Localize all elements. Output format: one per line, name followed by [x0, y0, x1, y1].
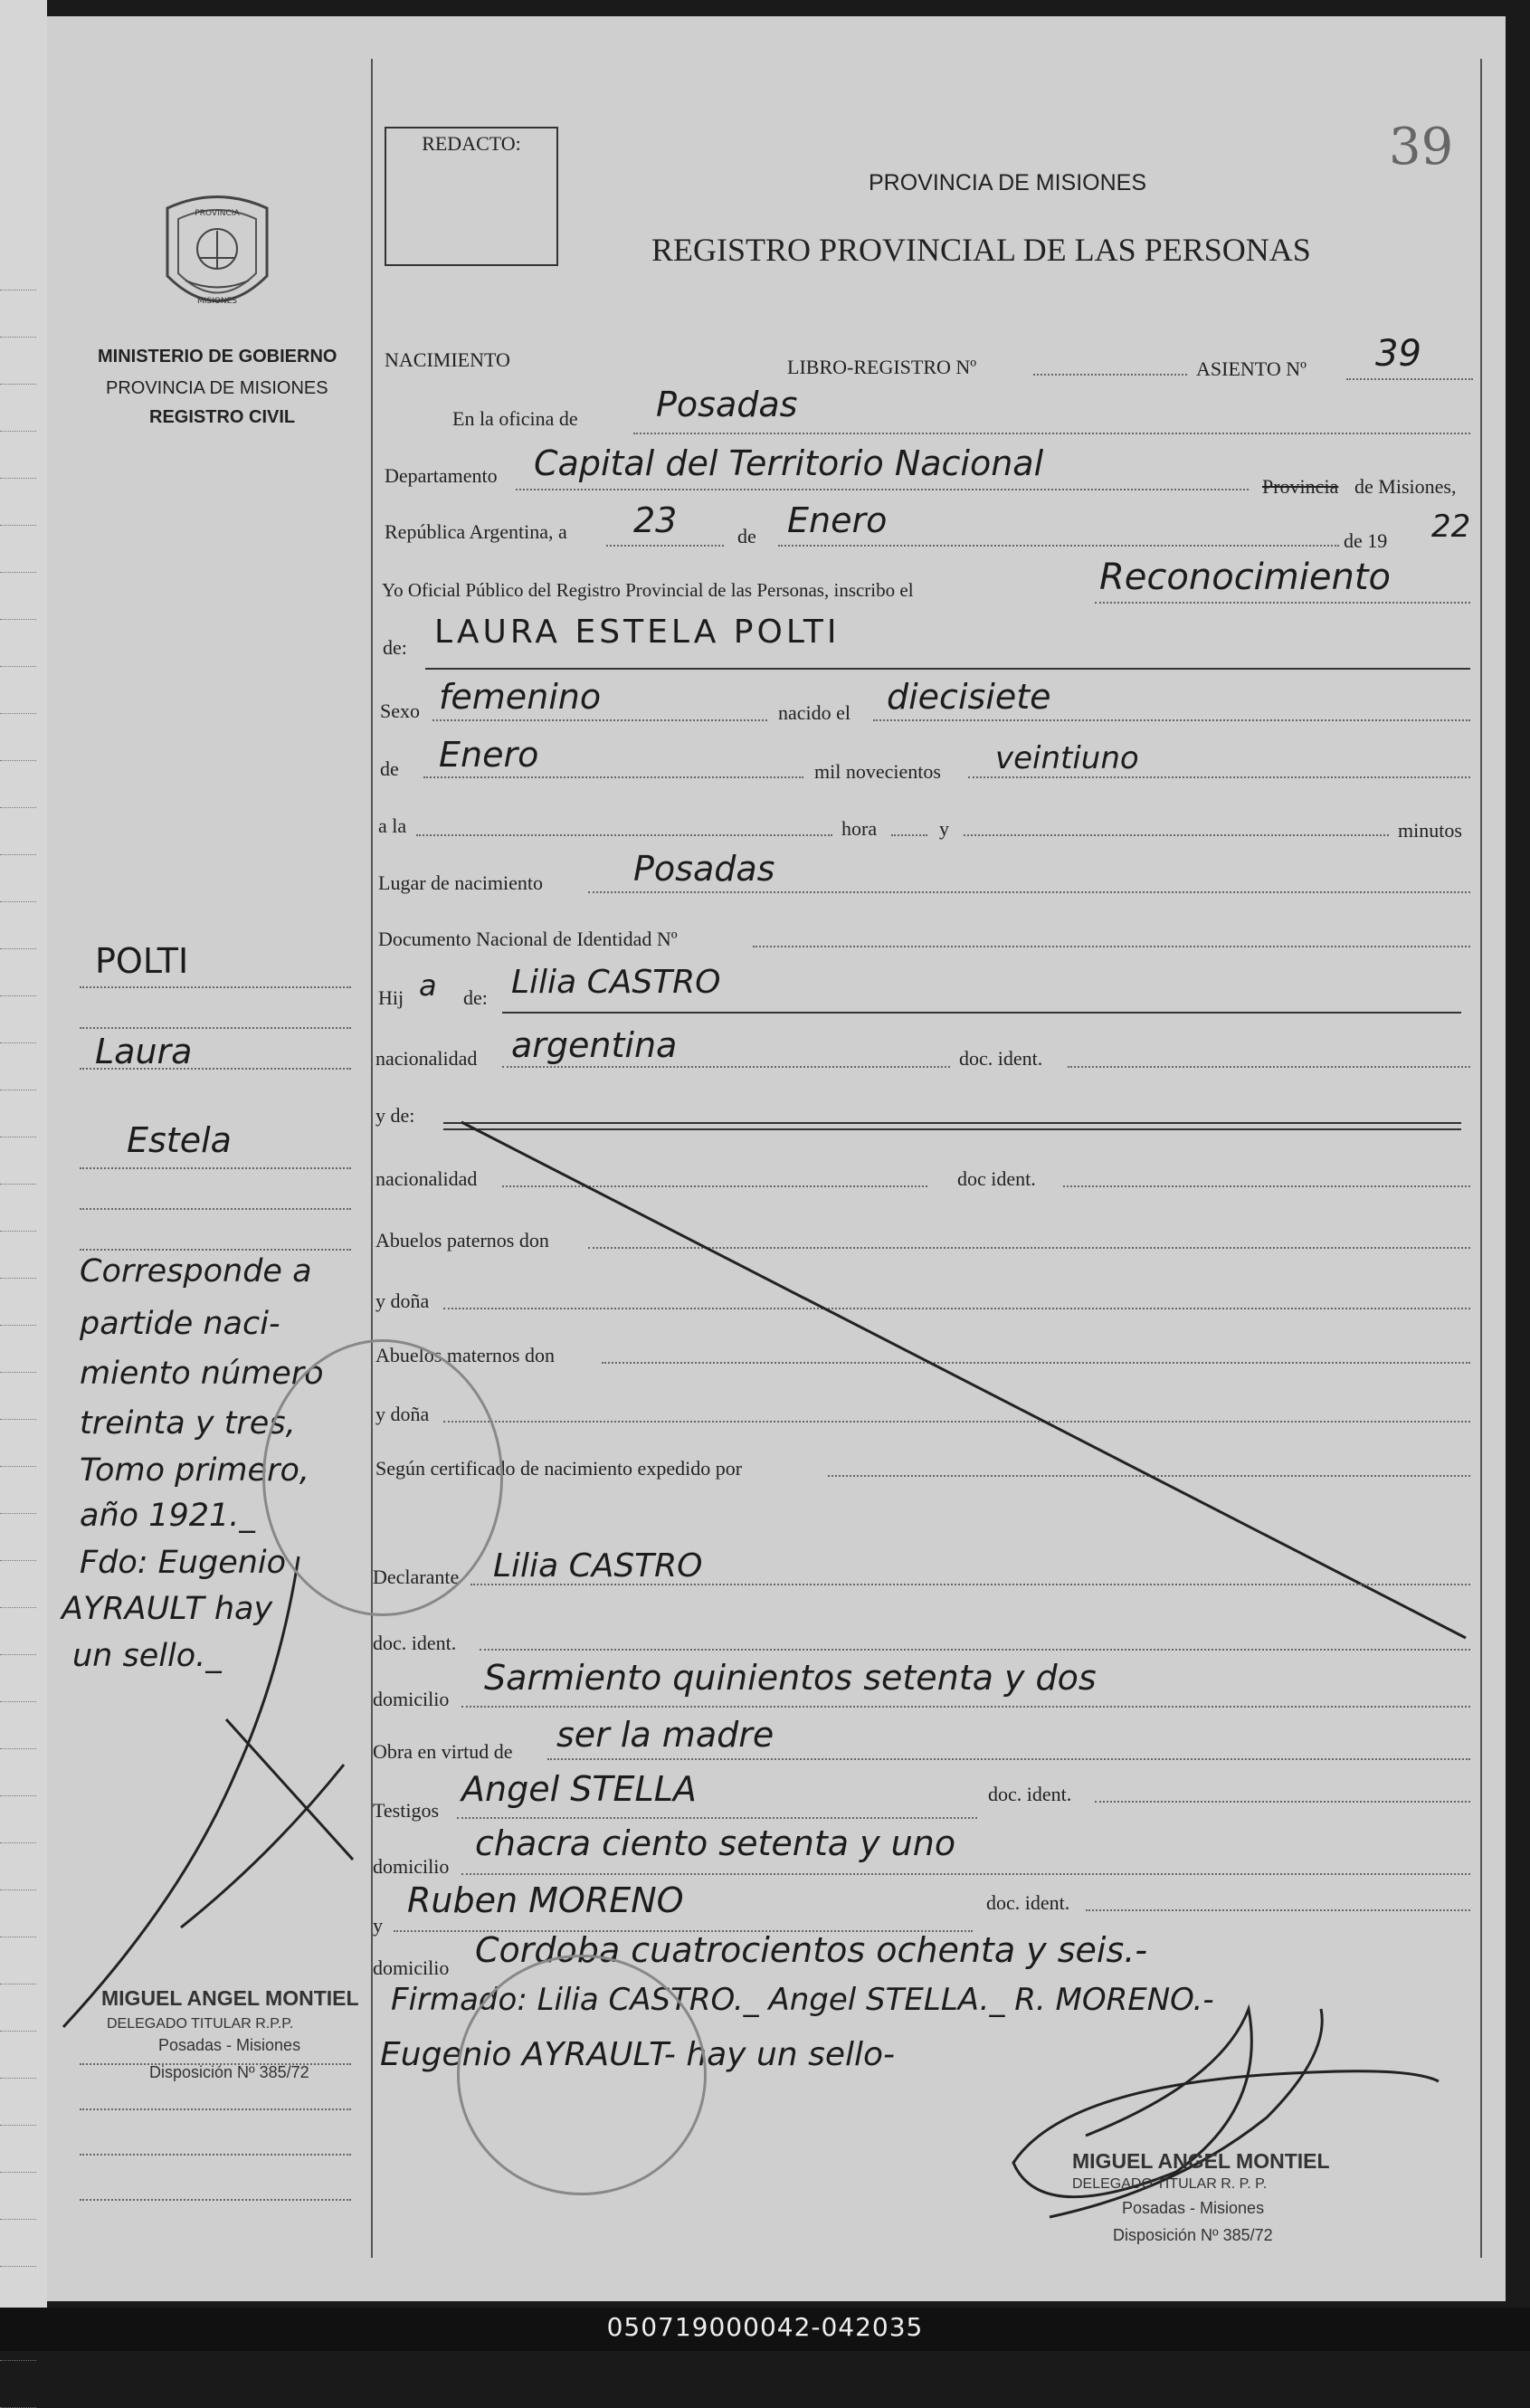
a-la-label: a la [378, 814, 407, 837]
firmado-line: Firmado: Lilia CASTRO._ Angel STELLA._ R. MORENO.- [391, 1982, 1214, 2018]
nacionalidad2-label: nacionalidad [375, 1167, 478, 1190]
provincia-struck: Provincia [1262, 475, 1339, 498]
domicilio-label: domicilio [373, 1688, 450, 1710]
province-heading: PROVINCIA DE MISIONES [869, 170, 1147, 195]
registry-title: REGISTRO PROVINCIAL DE LAS PERSONAS [651, 232, 1311, 268]
emblem-text-bottom: MISIONES [196, 297, 238, 306]
doc-ident3-label: doc. ident. [373, 1632, 457, 1654]
obra-line [547, 1758, 1470, 1760]
emblem-text-top: PROVINCIA [195, 209, 240, 218]
stamp-right-place: Posadas - Misiones [1122, 2199, 1265, 2217]
margin-nota-4: treinta y tres, [80, 1405, 296, 1442]
departamento-label: Departamento [385, 464, 498, 487]
segun-label: Según certificado de nacimiento expedido por [375, 1457, 743, 1480]
y-dona2-label: y doña [375, 1403, 430, 1425]
y-dona-label: y doña [375, 1290, 430, 1312]
margin-line [80, 2108, 351, 2110]
doc-ident-label: doc. ident. [959, 1047, 1043, 1070]
anio-nac-value: veintiuno [995, 740, 1139, 776]
abuelos-paternos-label: Abuelos paternos don [375, 1229, 549, 1252]
margin-nota-3: miento número [80, 1356, 324, 1392]
nacido-label: nacido el [778, 701, 851, 724]
ministry-line2: PROVINCIA DE MISIONES [106, 378, 328, 398]
de-19-label: de 19 [1344, 529, 1388, 552]
sexo-label: Sexo [380, 700, 420, 722]
inscribo-value: Reconocimiento [1099, 557, 1391, 598]
stamp-left-disp: Disposición Nº 385/72 [149, 2063, 309, 2081]
ministry-line1: MINISTERIO DE GOBIERNO [98, 347, 337, 366]
nacionalidad-value: argentina [511, 1025, 678, 1065]
hora-label: hora [841, 817, 878, 840]
margin-line [80, 1249, 351, 1251]
testigo2-value: Ruben MORENO [407, 1880, 684, 1920]
declarante-value: Lilia CASTRO [493, 1547, 703, 1585]
libro-registro-label: LIBRO-REGISTRO Nº [787, 356, 977, 378]
doc-ident4-label: doc. ident. [988, 1783, 1072, 1805]
domicilio2-line [461, 1873, 1470, 1875]
margin-line [80, 1027, 351, 1029]
eugenio-line: Eugenio AYRAULT- hay un sello- [380, 2036, 895, 2073]
lugar-value: Posadas [633, 849, 775, 889]
stamp-right-name: MIGUEL ANGEL MONTIEL [1072, 2149, 1330, 2173]
nacido-value: diecisiete [887, 677, 1051, 717]
nombre-value: LAURA ESTELA POLTI [434, 614, 841, 651]
round-seal-bottom [457, 1955, 707, 2195]
domicilio2-value: chacra ciento setenta y uno [475, 1823, 956, 1863]
margin-nota-9: un sello._ [72, 1638, 222, 1674]
anio-value: 22 [1431, 509, 1471, 545]
de-nombre-label: de: [383, 636, 407, 659]
abuelos-maternos-label: Abuelos maternos don [375, 1344, 555, 1366]
doc-ident5-line [1086, 1909, 1470, 1911]
asiento-label: ASIENTO Nº [1196, 357, 1307, 380]
y-de-label: y de: [375, 1104, 415, 1127]
margin-nota-6: año 1921._ [80, 1498, 255, 1534]
de2-label: de [380, 757, 399, 780]
mes-nac-value: Enero [439, 735, 539, 775]
margin-nota-1: Corresponde a [80, 1253, 312, 1290]
y-label: y [939, 817, 949, 840]
madre-value: Lilia CASTRO [511, 964, 721, 1001]
domicilio3-label: domicilio [373, 1956, 450, 1979]
documento-label: Documento Nacional de Identidad Nº [378, 928, 678, 950]
stamp-right-disp: Disposición Nº 385/72 [1113, 2226, 1273, 2244]
republica-label: República Argentina, a [385, 520, 567, 543]
page-number: 39 [1389, 118, 1454, 176]
margin-line [80, 2154, 351, 2156]
nacimiento-label: NACIMIENTO [385, 348, 510, 371]
domicilio-line [461, 1706, 1470, 1708]
margin-apellido: POLTI [95, 941, 189, 981]
declarante-label: Declarante [373, 1566, 460, 1588]
asiento-value: 39 [1375, 333, 1421, 375]
margin-nota-7: Fdo: Eugenio [80, 1545, 287, 1581]
stamp-right-title: DELEGADO TITULAR R. P. P. [1072, 2176, 1268, 2192]
nacionalidad-label: nacionalidad [375, 1047, 478, 1070]
margin-nota-2: partide naci- [80, 1306, 280, 1342]
testigos-label: Testigos [373, 1799, 440, 1822]
doc-ident4-line [1095, 1801, 1470, 1803]
minutos-label: minutos [1398, 819, 1462, 842]
hija-suffix: a [419, 968, 437, 1003]
margin-line [80, 1208, 351, 1210]
mil-novecientos-label: mil novecientos [814, 760, 941, 783]
dia-value: 23 [633, 500, 678, 540]
domicilio2-label: domicilio [373, 1855, 450, 1878]
hija-label: Hij [378, 986, 404, 1009]
oficial-text: Yo Oficial Público del Registro Provincial de las Personas, inscribo el [382, 579, 914, 601]
footer-code: 050719000042-042035 [606, 2312, 924, 2342]
domicilio3-value: Cordoba cuatrocientos ochenta y seis.- [475, 1930, 1148, 1970]
margin-nombre2: Estela [127, 1120, 232, 1160]
oficina-value: Posadas [656, 385, 798, 424]
departamento-value: Capital del Territorio Nacional [534, 443, 1044, 483]
redacto-label: REDACTO: [422, 132, 521, 155]
margin-nombre1: Laura [95, 1032, 193, 1071]
sexo-value: femenino [439, 677, 602, 717]
domicilio-value: Sarmiento quinientos setenta y dos [484, 1658, 1097, 1698]
testigo1-value: Angel STELLA [461, 1769, 697, 1809]
doc-ident5-label: doc. ident. [986, 1891, 1070, 1914]
mes-value: Enero [787, 500, 888, 540]
round-seal-left [262, 1339, 503, 1616]
margin-nota-5: Tomo primero, [80, 1452, 309, 1489]
y2-label: y [373, 1914, 383, 1937]
obra-label: Obra en virtud de [373, 1740, 513, 1763]
stamp-left-title: DELEGADO TITULAR R.P.P. [107, 2016, 294, 2032]
stamp-left-name: MIGUEL ANGEL MONTIEL [101, 1986, 359, 2010]
doc-ident3-line [480, 1649, 1470, 1651]
lugar-label: Lugar de nacimiento [378, 871, 544, 894]
de-misiones: de Misiones, [1354, 475, 1457, 498]
margin-nota-8: AYRAULT hay [62, 1591, 273, 1627]
hija-de-label: de: [463, 986, 488, 1009]
de-label: de [737, 525, 756, 547]
margin-line [80, 1167, 351, 1169]
adjacent-page-line [0, 2360, 36, 2361]
stamp-left-place: Posadas - Misiones [158, 2036, 301, 2054]
obra-value: ser la madre [556, 1715, 775, 1755]
testigo1-line [457, 1817, 977, 1819]
margin-line [80, 2199, 351, 2201]
ministry-line3: REGISTRO CIVIL [149, 407, 296, 427]
doc-ident2-label: doc ident. [957, 1167, 1036, 1190]
oficina-label: En la oficina de [452, 407, 578, 430]
margin-line [80, 986, 351, 988]
